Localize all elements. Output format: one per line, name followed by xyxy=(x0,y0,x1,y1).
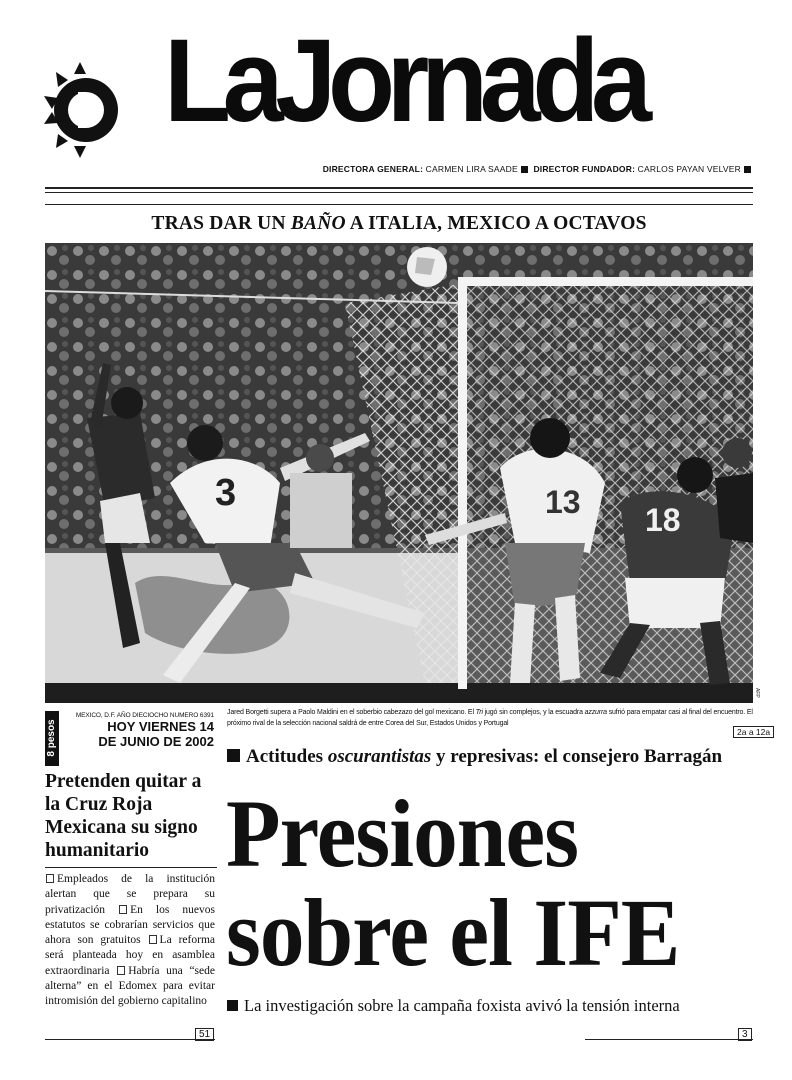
main-story-foot-rule xyxy=(585,1039,753,1040)
edition-date: DE JUNIO DE 2002 xyxy=(98,734,214,749)
side-story-rule xyxy=(45,867,217,868)
photo-credit: AFP xyxy=(754,688,760,698)
square-bullet-icon xyxy=(227,749,240,762)
side-story-body xyxy=(45,872,215,1010)
side-story-foot-rule xyxy=(45,1039,215,1040)
dateline xyxy=(64,712,214,749)
lead-photo xyxy=(45,243,753,703)
edition-day: HOY VIERNES 14 xyxy=(107,719,214,734)
jersey-number-13: 13 xyxy=(545,484,581,520)
photo-caption: Jared Borgetti supera a Paolo Maldini en el soberbio cabezazo del gol mexicano. El Tri jugó sin complejos, y la escuadra azzurra sufrió para empatar casi al final del encuentro. El próximo rival de la selección nacional saldrá de entre Corea del Sur, Estados Unidos y Portugal xyxy=(227,709,753,727)
bullet-box-icon xyxy=(119,905,127,914)
masthead-rule-thick xyxy=(45,187,753,189)
side-story-title: Pretenden quitar a la Cruz Roja Mexicana su signo humanitario xyxy=(45,771,202,861)
side-story-page-ref: 51 xyxy=(195,1028,214,1041)
main-kicker: Actitudes oscurantistas y represivas: el consejero Barragán xyxy=(227,746,753,768)
place-year: MEXICO, D.F. AÑO DIECIOCHO NUMERO 6391 xyxy=(75,712,214,719)
square-bullet-icon xyxy=(227,1000,238,1011)
side-item: Empleados de la institución alertan que se prepara su privatización xyxy=(45,873,215,916)
caption-page-ref: 2a a 12a xyxy=(733,726,774,738)
jersey-number-3: 3 xyxy=(215,472,237,514)
masthead-rule-thin xyxy=(45,192,753,193)
side-item: Habría una “sede alterna” en el Edomex para evitar intromisión del gobierno capitalino xyxy=(45,964,215,1008)
newspaper-brand: LaJornada xyxy=(164,15,644,147)
staff-line: DIRECTORA GENERAL: CARMEN LIRA SAADE DIRECTOR FUNDADOR: CARLOS PAYAN VELVER xyxy=(323,164,754,174)
main-headline-line-2: sobre el IFE xyxy=(226,879,680,986)
bullet-box-icon xyxy=(149,935,157,944)
jersey-number-18: 18 xyxy=(645,502,681,538)
side-item: En los nuevos estatutos se cobrarían servicios que ahora son gratuitos xyxy=(45,903,215,947)
masthead xyxy=(40,15,760,180)
main-subdeck: La investigación sobre la campaña foxista avivó la tensión interna xyxy=(227,996,753,1016)
masthead-rule-thin-2 xyxy=(45,204,753,205)
price-label: 8 pesos xyxy=(46,719,57,757)
main-headline xyxy=(226,780,719,986)
main-headline-line-1: Presiones xyxy=(226,780,579,887)
bullet-box-icon xyxy=(117,966,125,975)
bullet-box-icon xyxy=(46,874,54,883)
sun-logo-icon xyxy=(42,60,124,160)
main-story-page-ref: 3 xyxy=(738,1028,752,1041)
side-item: La reforma será planteada hoy en asamblea extraordinaria xyxy=(45,934,215,977)
top-headline: TRAS DAR UN BAÑO A ITALIA, MEXICO A OCTAVOS xyxy=(151,213,647,234)
